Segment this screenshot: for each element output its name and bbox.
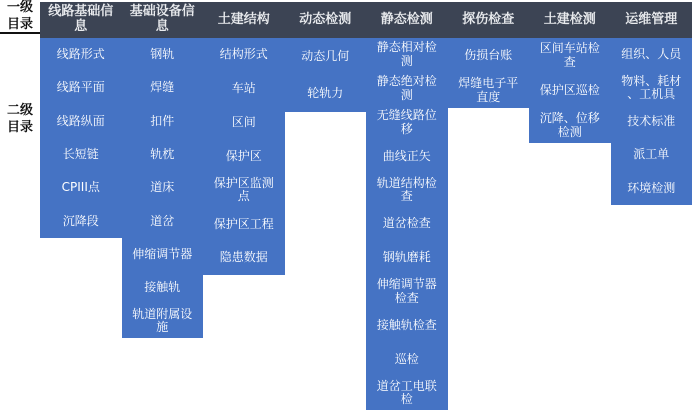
item-equipment-basic-info-2: 焊缝 [150,80,175,95]
item-static-detection-9: 接触轨检查 [376,317,437,332]
item-equipment-basic-info-7: 伸缩调节器 [132,246,193,261]
column-header-civil-detection: 土建检测 [543,11,596,27]
item-line-basic-info-1: 线路形式 [56,46,105,61]
item-dynamic-detection-2: 轮轨力 [307,85,344,100]
item-line-basic-info-5: CPIII点 [61,180,100,195]
item-static-detection-11: 道岔工电联检 [376,378,437,407]
item-line-basic-info-2: 线路平面 [56,80,105,95]
item-civil-detection-1: 区间车站检查 [539,41,600,69]
column-equipment-basic-info [122,38,204,338]
item-static-detection-6: 道岔检查 [382,216,431,231]
column-header-dynamic-detection: 动态检测 [299,11,352,27]
item-civil-structure-3: 区间 [231,114,256,129]
column-header-flaw-inspection: 探伤检查 [462,11,515,27]
item-flaw-inspection-1: 伤损台账 [464,47,513,62]
item-static-detection-4: 曲线正矢 [382,148,431,163]
item-static-detection-3: 无缝线路位移 [376,108,437,136]
item-equipment-basic-info-1: 钢轨 [150,46,175,61]
column-header-civil-structure: 土建结构 [217,11,270,27]
level1-directory-label: 一级目录 [0,2,40,34]
item-equipment-basic-info-5: 道床 [150,180,175,195]
item-civil-structure-1: 结构形式 [219,47,268,62]
item-static-detection-2: 静态绝对检测 [376,74,437,102]
item-civil-structure-7: 隐患数据 [219,250,268,265]
item-civil-detection-2: 保护区巡检 [539,82,600,97]
item-civil-detection-3: 沉降、位移检测 [539,111,600,139]
item-om-management-4: 派工单 [633,147,670,162]
item-static-detection-1: 静态相对检测 [376,40,437,68]
item-civil-structure-6: 保护区工程 [213,216,274,231]
item-om-management-1: 组织、人员 [621,46,682,61]
item-static-detection-8: 伸缩调节器检查 [376,277,437,305]
column-header-equipment-basic-info: 基础设备信息 [129,4,195,34]
column-header-static-detection: 静态检测 [380,11,433,27]
item-static-detection-5: 轨道结构检查 [376,175,437,204]
item-civil-structure-4: 保护区 [225,148,262,163]
item-om-management-2: 物料、耗材、工机具 [621,73,682,102]
item-civil-structure-5: 保护区监测点 [213,175,274,204]
item-line-basic-info-3: 线路纵面 [56,113,105,128]
item-line-basic-info-6: 沉降段 [62,213,99,228]
column-civil-structure [203,38,285,275]
item-equipment-basic-info-6: 道岔 [150,213,175,228]
item-flaw-inspection-2: 焊缝电子平直度 [458,76,519,104]
item-line-basic-info-4: 长短链 [62,146,99,161]
column-static-detection [366,38,448,410]
column-om-management [611,38,692,205]
item-dynamic-detection-1: 动态几何 [301,48,350,63]
item-equipment-basic-info-4: 轨枕 [150,146,175,161]
item-static-detection-10: 巡检 [394,351,419,366]
item-equipment-basic-info-3: 扣件 [150,113,175,128]
column-flaw-inspection [448,38,530,108]
column-line-basic-info [40,38,122,238]
item-static-detection-7: 钢轨磨耗 [382,250,431,265]
item-equipment-basic-info-9: 轨道附属设施 [132,306,193,335]
column-header-om-management: 运维管理 [625,11,678,27]
item-civil-structure-2: 车站 [231,81,256,96]
level2-directory-label: 二级目录 [6,103,33,135]
column-dynamic-detection [285,38,367,112]
item-om-management-5: 环境检测 [627,180,676,195]
column-civil-detection [529,38,611,143]
item-om-management-3: 技术标准 [627,113,676,128]
column-header-line-basic-info: 线路基础信息 [48,4,114,34]
item-equipment-basic-info-8: 接触轨 [144,280,181,295]
